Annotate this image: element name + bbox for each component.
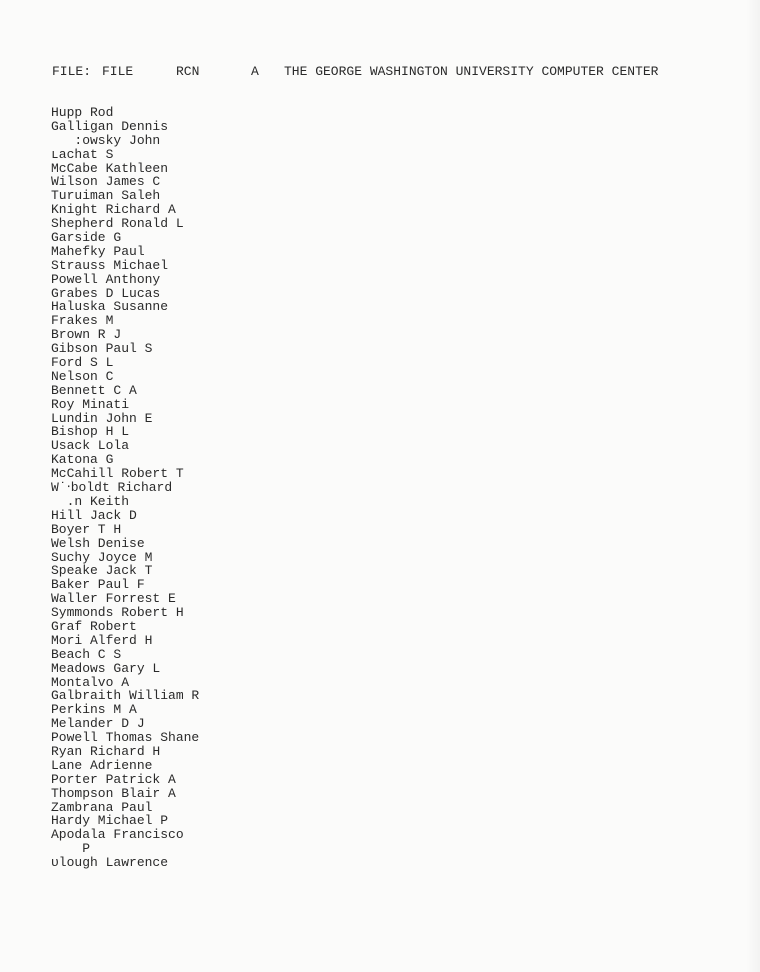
- name-entry: Hill Jack D: [51, 507, 137, 523]
- name-entry: Montalvo A: [51, 674, 130, 690]
- names-list: [51, 106, 199, 870]
- name-entry: Roy Minati: [51, 396, 130, 412]
- name-entry: Mori Alferd H: [51, 632, 153, 648]
- file-label: FILE:: [52, 64, 92, 79]
- name-entry: Hupp Rod: [51, 105, 114, 120]
- name-entry: Shepherd Ronald L: [51, 216, 184, 232]
- name-entry: Usack Lola: [51, 438, 130, 454]
- name-entry: Powell Anthony: [51, 271, 161, 287]
- name-entry: .n Keith: [51, 493, 130, 509]
- name-entry: Welsh Denise: [51, 535, 145, 551]
- name-entry: Turuiman Saleh: [51, 188, 161, 204]
- name-entry: Bennett C A: [51, 382, 137, 398]
- page-header: [52, 64, 742, 80]
- name-entry: Zambrana Paul: [51, 799, 153, 815]
- name-entry: McCabe Kathleen: [51, 160, 169, 176]
- name-entry: ʟachat S: [51, 146, 114, 162]
- name-entry: Frakes M: [51, 313, 114, 329]
- name-entry: Suchy Joyce M: [51, 549, 153, 565]
- name-entry: Haluska Susanne: [51, 299, 169, 315]
- name-entry: Porter Patrick A: [51, 771, 176, 787]
- name-entry: Strauss Michael: [51, 257, 169, 273]
- name-entry: Powell Thomas Shane: [51, 730, 200, 746]
- name-entry: Melander D J: [51, 716, 145, 732]
- name-entry: Katona G: [51, 452, 114, 468]
- name-entry: Lane Adrienne: [51, 757, 153, 773]
- name-entry: Baker Paul F: [51, 577, 145, 593]
- file-name: FILE: [102, 64, 134, 79]
- name-entry: Symmonds Robert H: [51, 605, 184, 621]
- name-entry: P: [51, 841, 91, 857]
- name-entry: Beach C S: [51, 646, 122, 662]
- name-entry: Galligan Dennis: [51, 118, 169, 134]
- name-entry: Meadows Gary L: [51, 660, 161, 676]
- name-entry: ᴜlough Lawrence: [51, 855, 169, 871]
- name-entry: W˙‧boldt Richard: [51, 480, 173, 496]
- name-entry: Waller Forrest E: [51, 591, 176, 607]
- name-entry: Thompson Blair A: [51, 785, 176, 801]
- name-entry: Ryan Richard H: [51, 743, 161, 759]
- name-entry: Wilson James C: [51, 174, 161, 190]
- flag-label: A: [251, 64, 259, 79]
- name-entry: Perkins M A: [51, 702, 137, 718]
- name-entry: Hardy Michael P: [51, 813, 169, 829]
- name-entry: Galbraith William R: [51, 688, 200, 704]
- name-entry: Apodala Francisco: [51, 827, 184, 843]
- name-entry: Boyer T H: [51, 521, 122, 537]
- page-edge-shadow: [746, 0, 760, 972]
- name-entry: Knight Richard A: [51, 202, 176, 218]
- name-entry: :owsky John: [51, 132, 161, 148]
- name-entry: McCahill Robert T: [51, 466, 184, 482]
- name-entry: Gibson Paul S: [51, 341, 153, 357]
- name-entry: Bishop H L: [51, 424, 130, 440]
- name-entry: Speake Jack T: [51, 563, 153, 579]
- name-entry: Graf Robert: [51, 618, 137, 634]
- name-entry: Grabes D Lucas: [51, 285, 161, 301]
- name-entry: Nelson C: [51, 368, 114, 384]
- header-title: THE GEORGE WASHINGTON UNIVERSITY COMPUTER CENTER: [284, 64, 659, 79]
- name-entry: Lundin John E: [51, 410, 153, 426]
- name-entry: Brown R J: [51, 327, 122, 343]
- rcn-label: RCN: [176, 64, 200, 79]
- name-entry: Garside G: [51, 230, 122, 246]
- name-entry: Mahefky Paul: [51, 243, 145, 259]
- name-entry: Ford S L: [51, 355, 114, 371]
